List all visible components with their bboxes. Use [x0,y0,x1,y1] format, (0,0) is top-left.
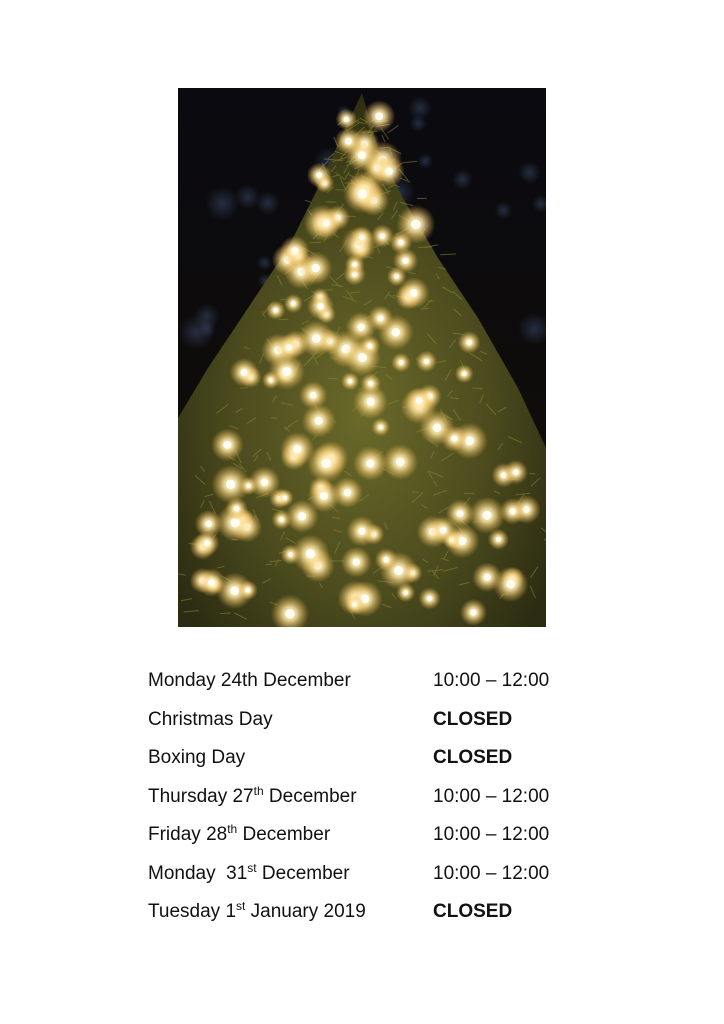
day-label: Monday 24th December [148,670,351,691]
ordinal-suffix: th [227,822,238,836]
day-label: Friday 28th December [148,822,331,845]
schedule-row [148,855,588,894]
closed-label: CLOSED [433,708,513,730]
day-label: Boxing Day [148,747,246,768]
hours-value: 10:00 – 12:00 [433,785,550,807]
schedule-row [148,739,588,778]
ordinal-suffix: th [253,783,264,798]
schedule-row [148,701,588,740]
hours-value: 10:00 – 12:00 [433,824,550,845]
day-label: Monday 31st December [148,860,350,884]
schedule-row [148,662,588,701]
ordinal-suffix: st [236,899,246,913]
schedule-row [148,816,588,855]
christmas-tree-photo [178,88,546,627]
hours-value: 10:00 – 12:00 [433,670,550,691]
closed-label: CLOSED [433,901,513,922]
schedule-row [148,778,588,817]
day-label: Thursday 27th December [148,783,357,807]
day-label: Christmas Day [148,708,273,730]
day-label: Tuesday 1st January 2019 [148,899,366,922]
ordinal-suffix: st [247,860,257,875]
hours-value: 10:00 – 12:00 [433,862,550,884]
closed-label: CLOSED [433,747,513,768]
holiday-hours-table [148,662,588,932]
schedule-row [148,893,588,932]
